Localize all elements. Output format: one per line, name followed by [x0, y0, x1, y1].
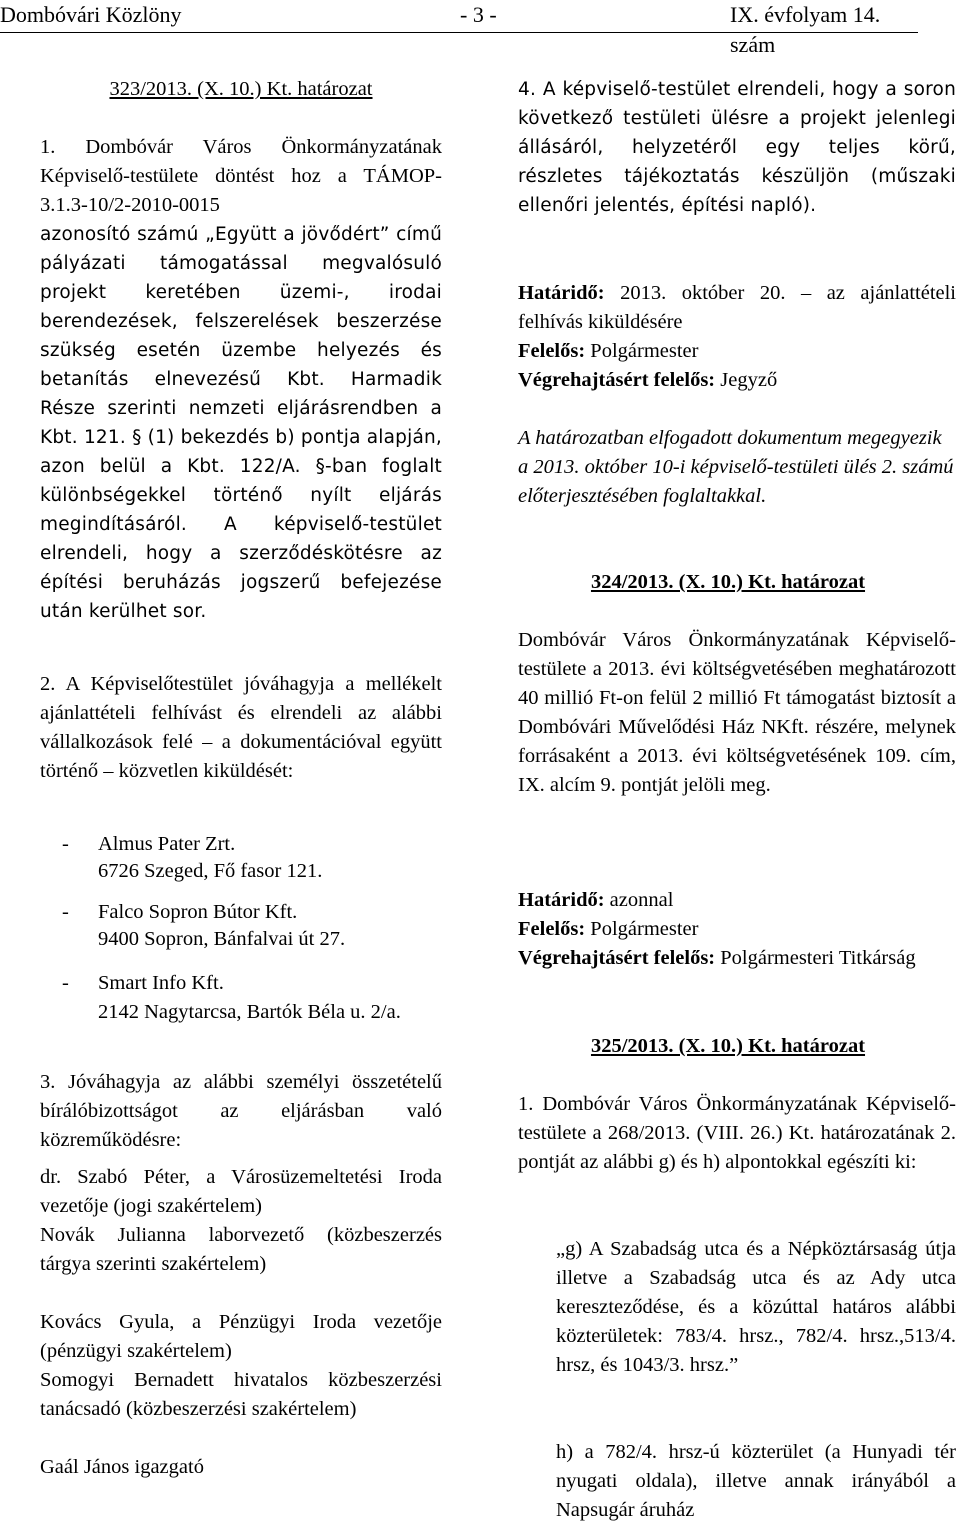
- executor-label: Végrehajtásért felelős:: [518, 947, 716, 969]
- committee-member: dr. Szabó Péter, a Városüzemeltetési Iroda vezetője (jogi szakértelem): [40, 1166, 442, 1217]
- committee-member: Novák Julianna laborvezető (közbeszerzés tárgya szerinti szakértelem): [40, 1224, 442, 1275]
- resolution-323-title: 323/2013. (X. 10.) Kt. határozat: [109, 78, 373, 100]
- deadline-value: 2013. október 20. – az ajánlattételi felhívás kiküldésére: [518, 282, 957, 333]
- right-column: [500, 0, 960, 1525]
- committee-member: Somogyi Bernadett hivatalos közbeszerzési tanácsadó (közbeszerzési szakértelem): [40, 1369, 442, 1420]
- resolution-323-point-4: 4. A képviselő-testület elrendeli, hogy a soron következő testületi ülésre a projekt jelenlegi állásáról, helyzetéről egy teljes körű, részletes tájékoztatás készüljön (műszaki ellenőri jelentés, építési napló).: [518, 79, 956, 216]
- responsible-label: Felelős:: [518, 340, 586, 362]
- subpoint-h: h) a 782/4. hrsz-ú közterület (a Hunyadi tér nyugati oldala), illetve annak irányából a Napsugár áruház: [556, 1441, 956, 1521]
- executor-value: Polgármesteri Titkárság: [720, 947, 916, 969]
- resolution-324-body: Dombóvár Város Önkormányzatának Képviselő-testülete a 2013. évi költségvetésében meghatározott 40 millió Ft-on felül 2 millió Ft támogatást biztosít a Dombóvári Művelődési Ház NKft. részére, melynek forrásaként a 2013. évi költségvetésének 109. cím, IX. alcím 9. pontját jelöli meg.: [518, 629, 956, 796]
- issue-info: IX. évfolyam 14. szám: [730, 2, 881, 57]
- responsible-value: Polgármester: [590, 340, 699, 362]
- responsible-value: Polgármester: [590, 918, 699, 940]
- resolution-323-point-1-intro: 1. Dombóvár Város Önkormányzatának Képviselő-testülete döntést hoz a TÁMOP-3.1.3-10/2-2010-0015: [40, 136, 442, 216]
- executor-value: Jegyző: [720, 369, 778, 391]
- left-column: [0, 0, 450, 1525]
- italic-note: A határozatban elfogadott dokumentum megegyezik a 2013. október 10-i képviselő-testületi ülés 2. számú előterjesztésében foglaltakkal.: [518, 427, 954, 507]
- responsible-label: Felelős:: [518, 918, 586, 940]
- company-address: 2142 Nagytarcsa, Bartók Béla u. 2/a.: [98, 1001, 401, 1023]
- deadline-value: azonnal: [609, 889, 674, 911]
- company-address: 9400 Sopron, Bánfalvai út 27.: [98, 928, 346, 950]
- list-dash: -: [62, 972, 69, 994]
- company-address: 6726 Szeged, Fő fasor 121.: [98, 860, 323, 882]
- responsible-1: [518, 337, 956, 366]
- subpoint-g: „g) A Szabadság utca és a Népköztársaság útja illetve a Szabadság utca és az Ady utca kereszteződése, és a közúttal határos alábbi közterületek: 783/4. hrsz., 782/4. hrsz.,513/4. hrsz, és 1043/3. hrsz.”: [556, 1238, 956, 1376]
- page-number: - 3 -: [460, 2, 497, 27]
- committee-member: Kovács Gyula, a Pénzügyi Iroda vezetője (pénzügyi szakértelem): [40, 1311, 442, 1362]
- list-dash: -: [62, 901, 69, 923]
- company-name: Almus Pater Zrt.: [98, 833, 236, 855]
- deadline-2: [518, 886, 956, 915]
- resolution-325-body: 1. Dombóvár Város Önkormányzatának Képviselő-testülete a 268/2013. (VIII. 26.) Kt. határozatának 2. pontját az alábbi g) és h) alpontokkal egészíti ki:: [518, 1093, 956, 1173]
- publication-title: Dombóvári Közlöny: [0, 2, 182, 27]
- executor-1: [518, 366, 956, 395]
- company-name: Smart Info Kft.: [98, 972, 224, 994]
- resolution-324-title: 324/2013. (X. 10.) Kt. határozat: [590, 571, 866, 593]
- deadline-label: Határidő:: [518, 282, 605, 304]
- resolution-323-point-1-body: azonosító számú „Együtt a jövődért” című pályázati támogatással megvalósuló projekt keretében üzemi-, irodai berendezések, felszerelések beszerzése szükség esetén üzembe helyezés és betanítás elnevezésű Kbt. Harmadik Része szerinti nemzeti eljárásrendben a Kbt. 121. § (1) bekezdés b) pontja alapján, azon belül a Kbt. 122/A. §-ban foglalt különbségekkel történő nyílt eljárás megindításáról. A képviselő-testület elrendeli, hogy a szerződéskötésre az építési beruházás jogszerű befejezése után kerülhet sor.: [40, 224, 442, 622]
- resolution-325-title: 325/2013. (X. 10.) Kt. határozat: [590, 1035, 866, 1057]
- resolution-323-point-2: 2. A Képviselőtestület jóváhagyja a mellékelt ajánlattételi felhívást és elrendeli az alábbi vállalkozások felé – a dokumentációval együtt történő – közvetlen kiküldését:: [40, 673, 442, 782]
- deadline-1: [518, 279, 956, 337]
- executor-label: Végrehajtásért felelős:: [518, 369, 716, 391]
- deadline-label: Határidő:: [518, 889, 605, 911]
- executor-2: [518, 944, 956, 973]
- committee-member: Gaál János igazgató: [40, 1456, 204, 1478]
- company-name: Falco Sopron Bútor Kft.: [98, 901, 298, 923]
- responsible-2: [518, 915, 956, 944]
- list-dash: -: [62, 833, 69, 855]
- resolution-323-point-3: 3. Jóváhagyja az alábbi személyi összetételű bírálóbizottságot az eljárásban való közreműködésre:: [40, 1071, 442, 1151]
